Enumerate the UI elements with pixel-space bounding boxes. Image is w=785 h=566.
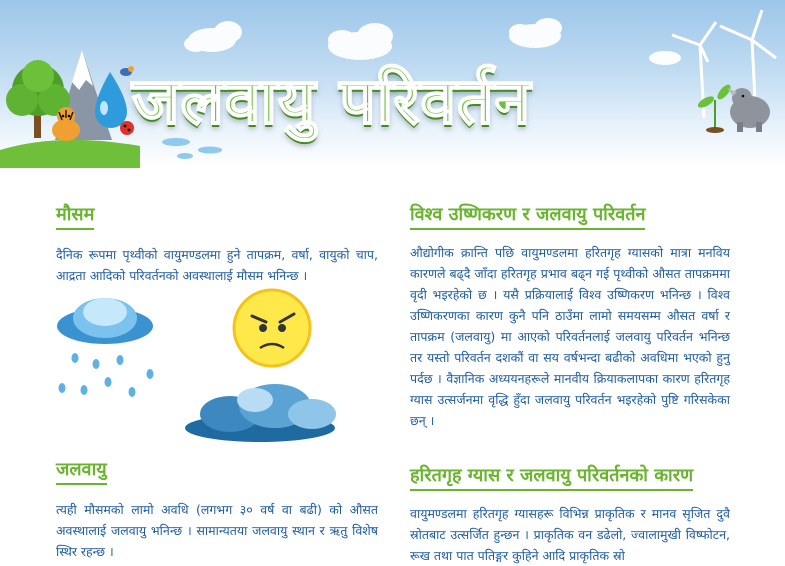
section-body-mausam: दैनिक रूपमा पृथ्वीको वायुमण्डलमा हुने तापक्रम, वर्षा, वायुको चाप, आद्रता आदिको परिवर्तनको अवस्थालाई मौसम भनिन्छ । [56,247,378,283]
section-heading-greenhouse: हरितगृह ग्यास र जलवायु परिवर्तनको कारण [410,465,694,486]
section-body-global-warming: औद्योगीक क्रान्ति पछि वायुमण्डलमा हरितगृह ग्यासको मात्रा मनविय कारणले बढ्दै जाँदा हरितगृह प्रभाव बढ्न गई पृथ्वीको औसत तापक्रममा वृदी भइरहेको छ । यसै प्रक्रियालाई विश्व उष्णिकरण भनिन्छ । विश्व उष्णिकरणका कारण कुनै पनि ठाउँमा लामो समयसम्म औसत वर्षा र तापक्रम (जलवायु) मा आएको परिवर्तनलाई जलवायु परिवर्तन भनिन्छ तर यस्तो परिवर्तन दशकौं वा सय वर्षभन्दा बढीको अवधिमा भएको हुनु पर्दछ । वैज्ञानिक अध्ययनहरूले मानवीय क्रियाकलापका कारण हरितगृह ग्यास उत्सर्जनमा वृद्धि हुँदा जलवायु परिवर्तन भइरहेको पुष्टि गरिसकेका छन् । [410,245,730,428]
banner [0,0,785,168]
sky-cloud-icon [184,18,681,65]
section-body-jalvayu: त्यही मौसमको लामो अवधि (लगभग ३० वर्ष वा बढी) को औसत अवस्थालाई जलवायु भनिन्छ । सामान्यतया जलवायु स्थान र ऋतु विशेष स्थिर रहन्छ । [56,502,378,559]
section-jalvayu [56,458,378,562]
section-greenhouse [410,464,730,566]
water-drop-icon [95,72,127,128]
section-heading-mausam: मौसम [56,204,95,225]
rhino-icon [727,88,770,132]
storm-cloud-icon [185,384,336,442]
section-heading-global-warming: विश्व उष्णिकरण र जलवायु परिवर्तन [410,204,646,225]
section-heading-jalvayu: जलवायु [56,459,107,480]
angry-sun-icon [234,290,310,366]
heading-underline [56,228,94,230]
section-mausam [56,203,378,286]
heading-underline [56,483,107,485]
section-global-warming [410,203,730,431]
section-body-greenhouse: वायुमण्डलमा हरितगृह ग्यासहरू विभिन्न प्राकृतिक र मानव सृजित दुवै स्रोतबाट उत्सर्जित हुन्छन । प्राकृतिक वन डढेलो, ज्वालामुखी विष्फोटन, रूख तथा पात पतिङ्गर कुहिने आदि प्राकृतिक स्रो [410,506,730,563]
heading-underline [410,489,693,491]
heading-underline [410,228,645,230]
rain-cloud-icon [57,298,154,397]
banner-title: जलवायु परिवर्तन [132,65,532,139]
weather-illustration [50,288,340,452]
